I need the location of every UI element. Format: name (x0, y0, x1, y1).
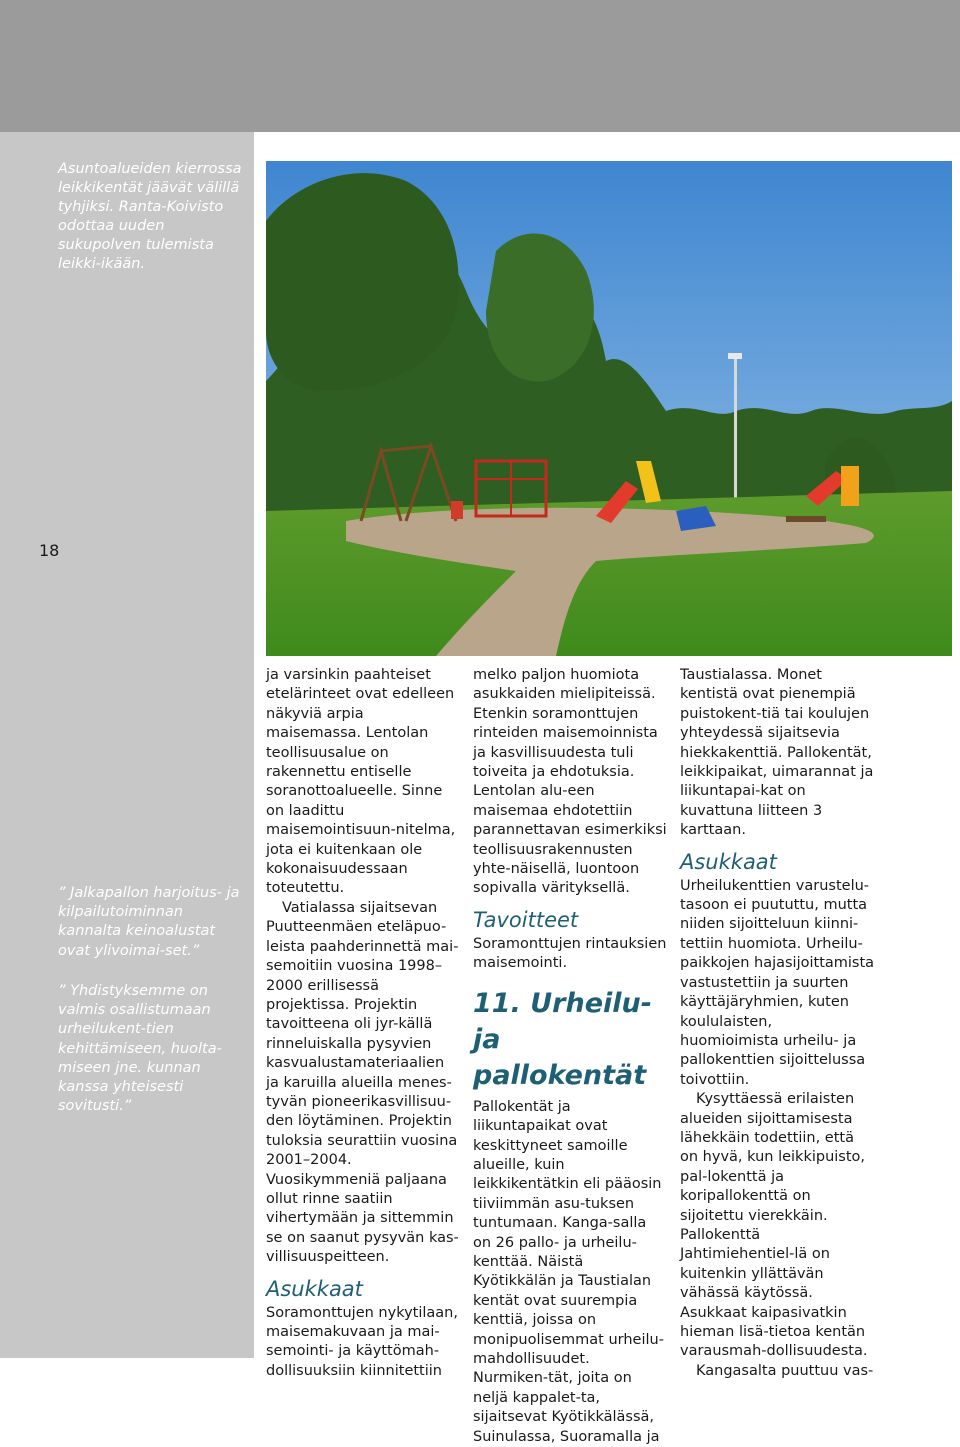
col2-heading-tavoitteet: Tavoitteet (473, 907, 579, 932)
col2-paragraph-3: Pallokentät ja liikuntapaikat ovat keskittyneet samoille alueille, kuin leikkikentätkin eli pääosin tiiviimmän asu-tuksen tuntumaan. Kanga-salla on 26 pallo- ja urheilu-kenttää. Näistä Kyötikkälän ja Taustialan kentät ovat suurempia kenttiä, joissa on monipuolisemmat urheilu-mahdollisuudet. Nurmiken-tät, joita on neljä kappalet-ta, sijaitsevat Kyötikkälässä, Suinulassa, Suoramalla ja (473, 1098, 664, 1445)
section-title: 11. Urheilu- ja pallokentät (473, 987, 652, 1091)
col2-paragraph-1: melko paljon huomiota asukkaiden mielipiteissä. Etenkin soramonttujen rinteiden maisemoinnista ja kasvillisuudesta tuli toiveita ja ehdotuksia. Lentolan alu-een maisemaa ehdotettiin parannettavan esimerkiksi teollisuusrakennusten yhte-näisellä, luontoon sopivalla värityksellä. (473, 667, 667, 897)
photo-caption: Asuntoalueiden kierrossa leikkikentät jäävät välillä tyhjiksi. Ranta-Koivisto odottaa uuden sukupolven tulemista leikki-ikään. (58, 161, 242, 272)
column-1 (266, 666, 461, 1381)
col3-paragraph-2: Urheilukenttien varustelu-tasoon ei puututtu, mutta niiden sijoitteluun kiinni-tettiin huomiota. Urheilu-paikkojen hajasijoittamista vastustettiin ja suurten käyttäjäryhmien, kuten koululaisten, huomioimista urheilu- ja pallokenttien sijoittelussa toivottiin. (680, 877, 875, 1088)
col1-paragraph-1: ja varsinkin paahteiset etelärinteet ovat edelleen näkyviä arpia maisemassa. Lentolan teollisuusalue on rakennettu entiselle soranottoalueelle. Sinne on laadittu maisemointisuun-nitelma, jota ei kuitenkaan ole kokonaisuudessaan toteutettu. (266, 667, 456, 897)
col1-paragraph-3: Soramonttujen nykytilaan, maisemakuvaan ja mai-semointi- ja käyttömah-dollisuuksiin kiinnitettiin (266, 1304, 458, 1379)
page-number: 18 (39, 541, 60, 560)
quote-association: ” Yhdistyksemme on valmis osallistumaan urheilukent-tien kehittämiseen, huolta-miseen jne. kunnan kanssa yhteisesti sovitusti.” (58, 983, 222, 1115)
left-sidebar (0, 132, 254, 1358)
column-3 (680, 666, 875, 1381)
col3-paragraph-1: Taustialassa. Monet kentistä ovat pienempiä puistokent-tiä tai koulujen yhteydessä sijaitsevia hiekkakenttiä. Pallokentät, leikkipaikat, uimarannat ja liikuntapai-kat on kuvattuna liitteen 3 karttaan. (680, 667, 874, 839)
col3-heading-asukkaat: Asukkaat (680, 849, 777, 874)
top-gray-bar (0, 0, 960, 132)
col1-paragraph-2: Vatialassa sijaitsevan Puutteenmäen eteläpuo-leista paahderinnettä mai-semoitiin vuosina 1998–2000 erillisessä projektissa. Projektin tavoitteena oli jyr-källä rinneluiskalla pysyvien kasvualustamateriaalien ja karuilla alueilla menes-tyvän pioneerikasvillisuu-den löytäminen. Projektin tuloksia seurattiin vuosina 2001–2004. Vuosikymmeniä paljaana ollut rinne saatiin vihertymään ja sittemmin se on saanut pysyvän kas-villisuuspeitteen. (266, 899, 459, 1266)
quote-football: ” Jalkapallon harjoitus- ja kilpailutoiminnan kannalta keinoalustat ovat ylivoimai-set.” (58, 885, 240, 959)
col2-paragraph-2: Soramonttujen rintauksien maisemointi. (473, 935, 667, 972)
column-2 (473, 666, 668, 1447)
col1-heading-asukkaat: Asukkaat (266, 1276, 363, 1301)
col3-paragraph-4: Kangasalta puuttuu vas- (696, 1362, 874, 1379)
col3-paragraph-3: Kysyttäessä erilaisten alueiden sijoittamisesta lähekkäin todettiin, että on hyvä, kun leikkipuisto, pal-lokenttä ja koripallokenttä on sijoitettu vierekkäin. Pallokenttä Jahtimiehentiel-lä on kuitenkin yllättävän vähässä käytössä. Asukkaat kaipasivatkin hieman lisä-tietoa kentän varausmah-dollisuudesta. (680, 1091, 868, 1360)
playground-photo (266, 161, 952, 656)
